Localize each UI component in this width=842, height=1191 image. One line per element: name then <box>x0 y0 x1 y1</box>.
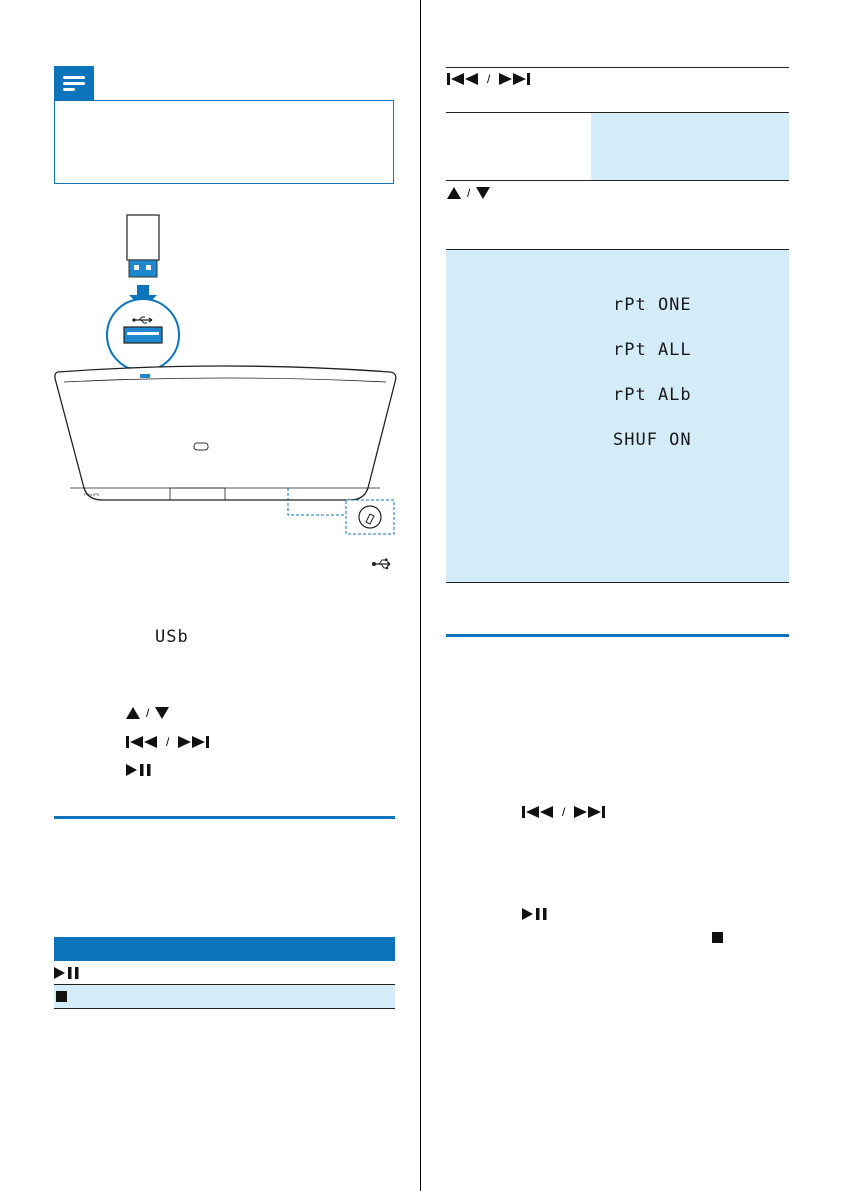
section-rule-right <box>446 634 789 637</box>
usb-icon <box>371 557 393 571</box>
right-table-row2-icons: / <box>447 186 490 200</box>
down-icon <box>476 187 490 199</box>
mode-repeat-all: rPt ALL <box>613 340 692 360</box>
note-icon <box>54 66 94 100</box>
right-table-row1-icons: / <box>447 72 530 86</box>
note-tab <box>54 66 94 100</box>
play-table-row-2 <box>54 985 395 1009</box>
usb-display-text: USb <box>155 627 189 647</box>
play-table-header <box>54 937 395 961</box>
stop-icon <box>56 991 67 1002</box>
next-icon <box>496 73 530 85</box>
play-pause-icon <box>522 908 548 920</box>
usb-connection-illustration <box>50 210 400 540</box>
right-table-top-rule <box>446 67 789 68</box>
section-rule-left <box>54 816 395 819</box>
speaker-dock-body <box>55 366 396 500</box>
down-icon <box>155 707 169 719</box>
mode-repeat-one: rPt ONE <box>613 295 692 315</box>
next-icon <box>175 736 209 748</box>
up-down-buttons: / <box>126 706 169 720</box>
up-icon <box>126 707 140 719</box>
play-table-row-1 <box>54 961 395 985</box>
stop-icon <box>712 932 723 943</box>
up-icon <box>447 187 461 199</box>
right-table-subcell <box>591 113 789 180</box>
usb-flash-drive-icon <box>127 215 159 277</box>
svg-text:PHILIPS: PHILIPS <box>84 492 100 497</box>
page-crop-mark <box>420 0 421 1191</box>
prev-next-buttons: / <box>126 735 209 749</box>
mode-repeat-album: rPt ALb <box>613 385 692 405</box>
note-box <box>54 100 394 184</box>
previous-icon <box>126 736 160 748</box>
repeat-modes-panel <box>446 250 789 583</box>
next-icon <box>571 806 605 818</box>
previous-icon <box>522 806 556 818</box>
previous-icon <box>447 73 481 85</box>
right-prev-next-buttons: / <box>522 805 605 819</box>
right-table-rule-3 <box>446 180 789 181</box>
play-pause-icon <box>54 967 80 979</box>
play-pause-icon <box>126 764 152 776</box>
mode-shuffle-on: SHUF ON <box>613 430 692 450</box>
